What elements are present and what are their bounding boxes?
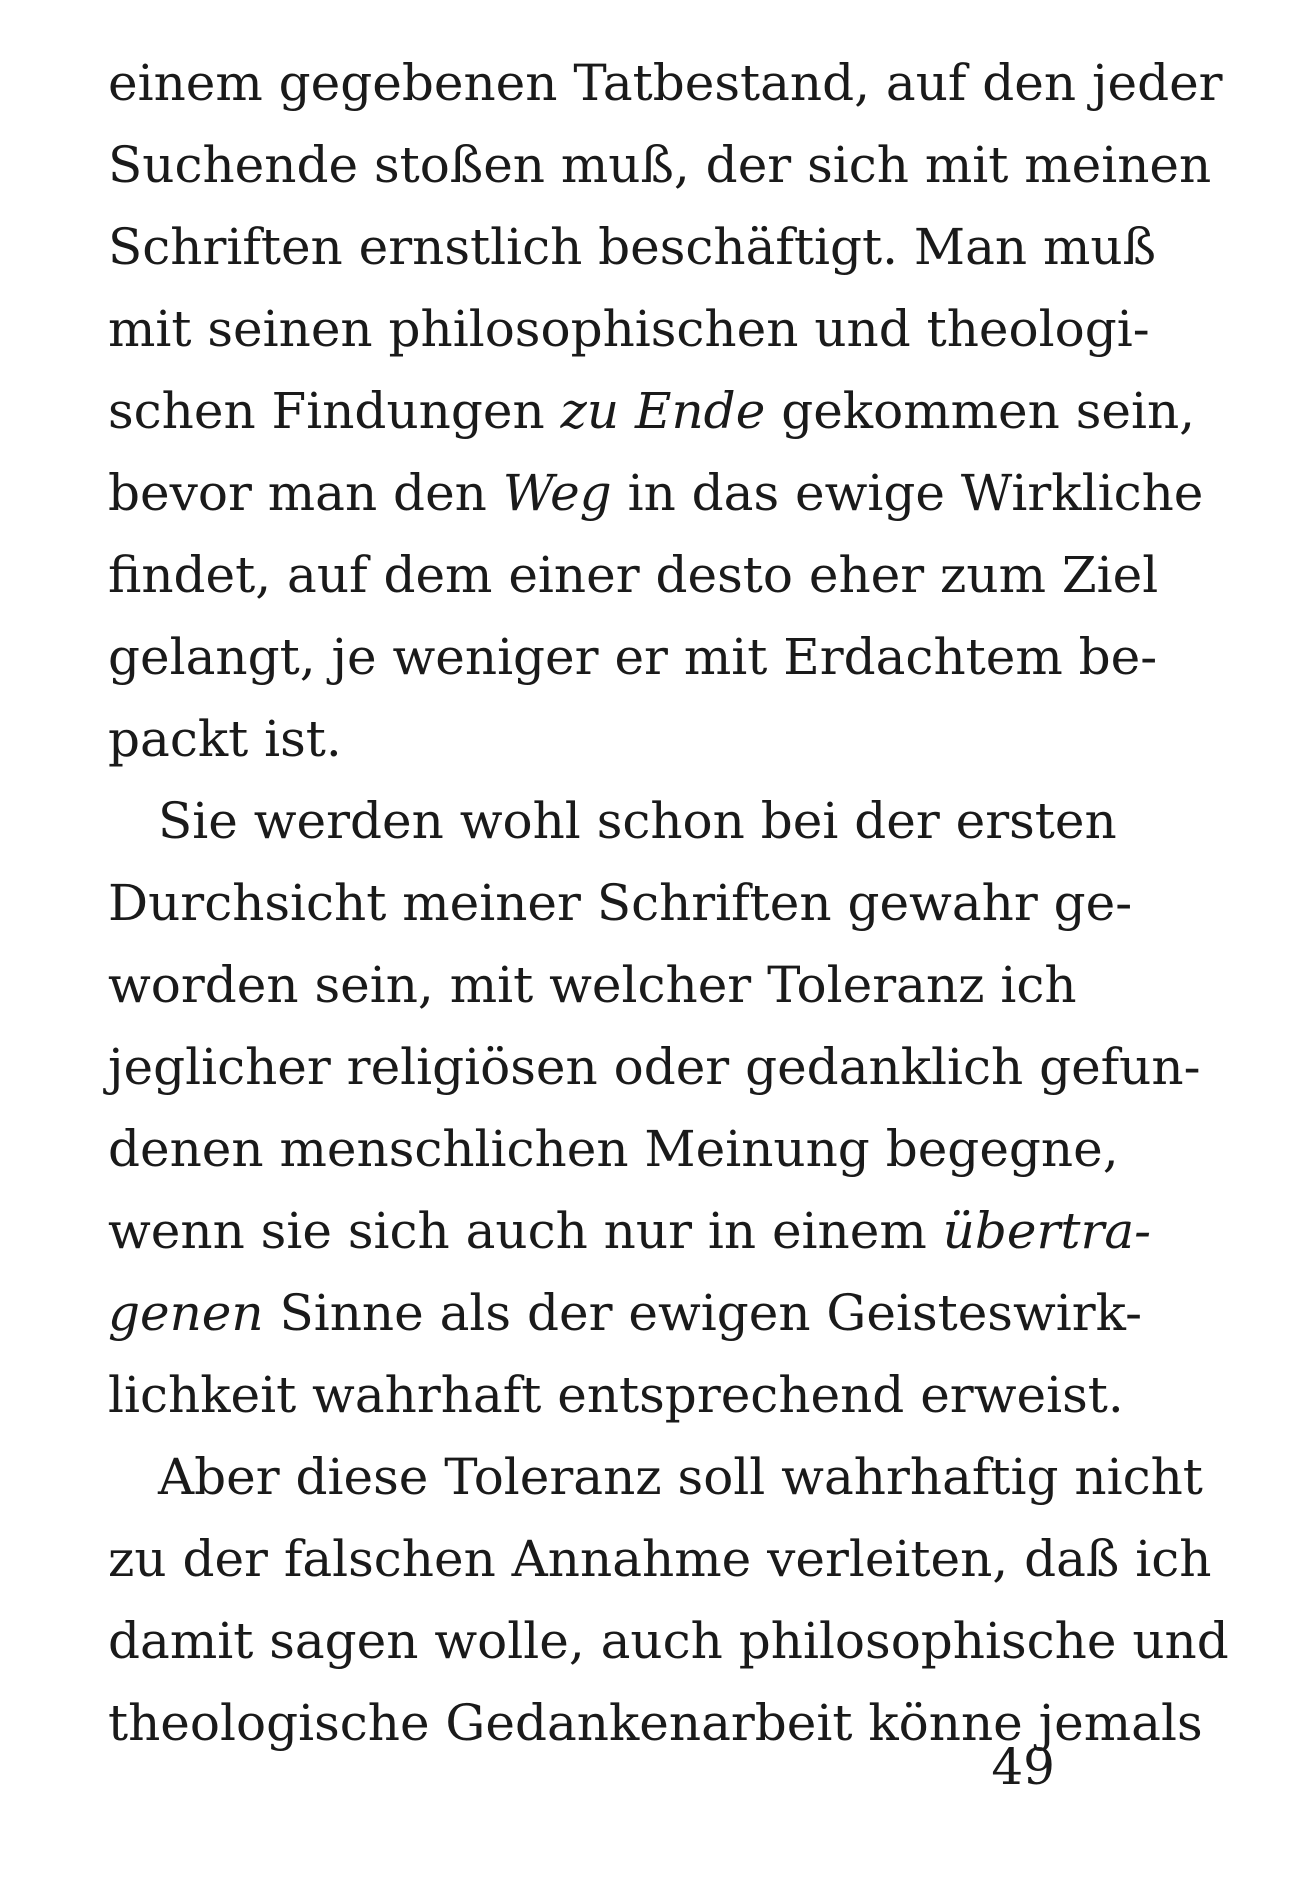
text-segment: Durchsicht meiner Schriften gewahr ge- [108, 874, 1133, 932]
text-line [108, 288, 1150, 370]
text-line [108, 862, 1133, 944]
text-line [108, 1108, 1119, 1190]
text-segment: denen menschlichen Meinung begegne, [108, 1120, 1119, 1178]
text-segment: Suchende stoßen muß, der sich mit meinen [108, 136, 1212, 194]
emphasis-text: zu Ende [560, 382, 766, 440]
text-line [108, 42, 1223, 124]
text-line [108, 1190, 1152, 1272]
paragraph [108, 780, 1201, 1436]
text-segment: zu der falschen Annahme verleiten, daß ich [108, 1530, 1212, 1588]
text-segment: lichkeit wahrhaft entsprechend erweist. [108, 1366, 1124, 1424]
text-segment: gekommen sein, [765, 382, 1196, 440]
text-segment: in das ewige Wirkliche [611, 464, 1204, 522]
text-segment: Aber diese Toleranz soll wahrhaftig nicht [158, 1448, 1203, 1506]
text-line [108, 452, 1204, 534]
paragraph [108, 42, 1223, 780]
emphasis-text: Weg [502, 464, 612, 522]
text-segment: damit sagen wolle, auch philosophische und [108, 1612, 1229, 1670]
text-segment: worden sein, mit welcher Toleranz ich [108, 956, 1077, 1014]
text-line [108, 780, 1117, 862]
text-segment: mit seinen philosophischen und theologi- [108, 300, 1150, 358]
body-text [108, 42, 1229, 1764]
text-line [108, 1682, 1203, 1764]
text-segment: schen Findungen [108, 382, 561, 440]
text-segment: findet, auf dem einer desto eher zum Ziel [108, 546, 1159, 604]
text-segment: gelangt, je weniger er mit Erdachtem be- [108, 628, 1158, 686]
text-line [108, 1026, 1201, 1108]
text-segment: jeglicher religiösen oder gedanklich gefun- [108, 1038, 1201, 1096]
text-line [108, 1518, 1212, 1600]
text-segment: bevor man den [108, 464, 503, 522]
text-segment: Sinne als der ewigen Geisteswirk- [263, 1284, 1142, 1342]
text-line [108, 124, 1212, 206]
text-line [108, 1436, 1203, 1518]
text-segment: Sie werden wohl schon bei der ersten [158, 792, 1117, 850]
text-line [108, 1354, 1124, 1436]
text-segment: theologische Gedankenarbeit könne jemals [108, 1694, 1203, 1752]
text-segment: einem gegebenen Tatbestand, auf den jeder [108, 54, 1223, 112]
text-segment: Schriften ernstlich beschäftigt. Man muß [108, 218, 1157, 276]
text-line [108, 616, 1158, 698]
text-line [108, 534, 1159, 616]
text-segment: wenn sie sich auch nur in einem [108, 1202, 943, 1260]
text-line [108, 944, 1077, 1026]
text-segment: packt ist. [108, 710, 342, 768]
text-line [108, 1272, 1142, 1354]
emphasis-text: übertra- [942, 1202, 1152, 1260]
text-line [108, 206, 1157, 288]
page-number: 49 [991, 1738, 1055, 1796]
emphasis-text: genen [108, 1284, 264, 1342]
text-line [108, 370, 1196, 452]
paragraph [108, 1436, 1229, 1764]
text-line [108, 698, 1066, 780]
text-line [108, 1600, 1229, 1682]
